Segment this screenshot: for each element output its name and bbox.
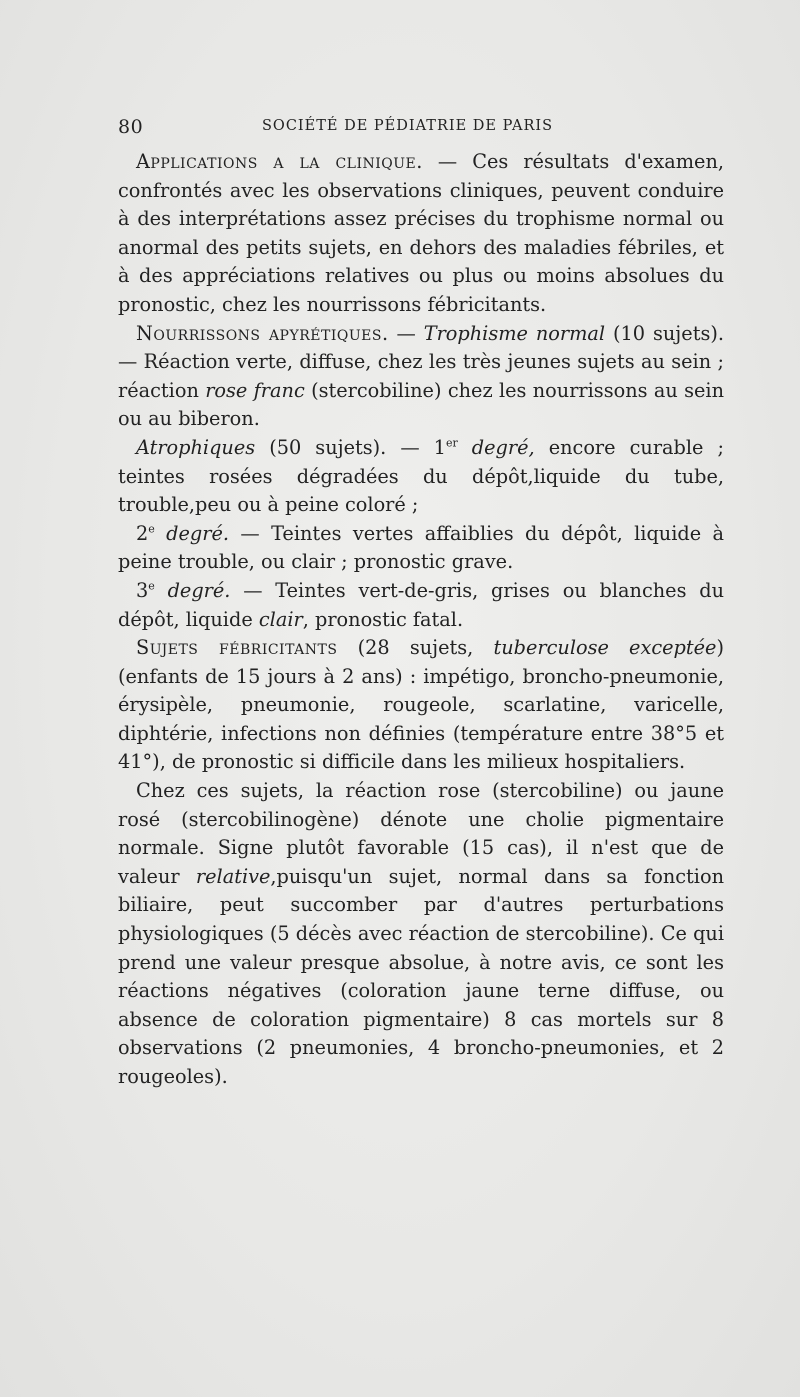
running-title: SOCIÉTÉ DE PÉDIATRIE DE PARIS (262, 118, 554, 134)
italic-term: clair (258, 607, 303, 631)
paragraph-degree-2 (118, 520, 724, 577)
superscript: e (148, 579, 155, 593)
paragraph-febricitants (118, 634, 724, 777)
paragraph-text: ,puisqu'un sujet, normal dans sa fonction biliaire, peut succomber par d'autres perturbations physiologiques (5 décès avec réaction de stercobiline). Ce qui prend une valeur presque absolue, à notre avis, ce sont les réactions négatives (coloration jaune terne diffuse, ou absence de coloration pigmentaire) 8 cas mortels sur 8 observations (2 pneumonies, 4 broncho-pneumonies, et 2 rougeoles). (118, 864, 724, 1088)
paragraph-chez-ces-sujets (118, 777, 724, 1092)
section-heading-apyretiques: Nourrissons apyrétiques. (136, 321, 389, 345)
paragraph-text: , pronostic fatal. (302, 607, 464, 631)
paragraph-text: — Ces résultats d'examen, confrontés avec les observations cliniques, peuvent conduire à des interprétations assez précises du trophisme normal ou anormal des petits sujets, en dehors des maladies fébriles, et à des appréciations relatives ou plus ou moins absolues du pronostic, chez les nourrissons fébricitants. (118, 150, 725, 316)
paragraph-text: (28 sujets, (337, 636, 494, 660)
italic-term: tuberculose exceptée (493, 636, 717, 660)
page-number: 80 (118, 116, 144, 138)
body-text (118, 148, 724, 1092)
section-heading-applications: Applications a la clinique. (136, 150, 423, 173)
paragraph-text: — Teintes vertes affaiblies du dépôt, liquide à peine trouble, ou clair ; pronostic grave. (118, 521, 724, 574)
paragraph-atrophiques (118, 434, 724, 520)
italic-term: degré. (154, 521, 230, 545)
paragraph-applications (118, 148, 724, 320)
paragraph-text: Chez ces sujets, la réaction rose (stercobiline) ou jaune rosé (stercobilinogène) dénote une cholie pigmentaire normale. Signe plutôt favorable (15 cas), il n'est que de valeur (118, 779, 724, 888)
italic-term: Atrophiques (136, 435, 256, 459)
paragraph-degree-3 (118, 577, 724, 634)
italic-term: relative (195, 864, 271, 888)
italic-term: degré. (154, 578, 231, 602)
paragraph-text: encore curable ; teintes rosées dégradées du dépôt,liquide du tube, trouble,peu ou à peine coloré ; (118, 435, 724, 517)
superscript: er (445, 436, 458, 450)
paragraph-text: (50 sujets). — 1 (255, 435, 446, 459)
italic-term: Trophisme normal (423, 321, 606, 345)
paragraph-text: — (388, 321, 424, 345)
paragraph-text: 3 (136, 578, 149, 602)
paragraph-apyretiques (118, 320, 724, 434)
superscript: e (148, 522, 155, 536)
italic-term: rose franc (205, 378, 305, 402)
paragraph-text: (stercobiline) chez les nourrissons au sein ou au biberon. (118, 378, 724, 431)
paragraph-text: — Teintes vert-de-gris, grises ou blanches du dépôt, liquide (118, 578, 725, 631)
paragraph-text: (10 sujets). — Réaction verte, diffuse, chez les très jeunes sujets au sein ; réaction (118, 321, 724, 402)
paragraph-text: ) (enfants de 15 jours à 2 ans) : impétigo, broncho-pneumonie, érysipèle, pneumonie, rougeole, scarlatine, varicelle, diphtérie, infections non définies (température entre 38°5 et 41°), de pronostic si difficile dans les milieux hospitaliers. (118, 636, 724, 774)
page-header (118, 116, 718, 140)
italic-term: degré, (457, 435, 535, 459)
section-heading-febricitants: Sujets fébricitants (136, 636, 338, 660)
paragraph-text: 2 (136, 521, 149, 545)
